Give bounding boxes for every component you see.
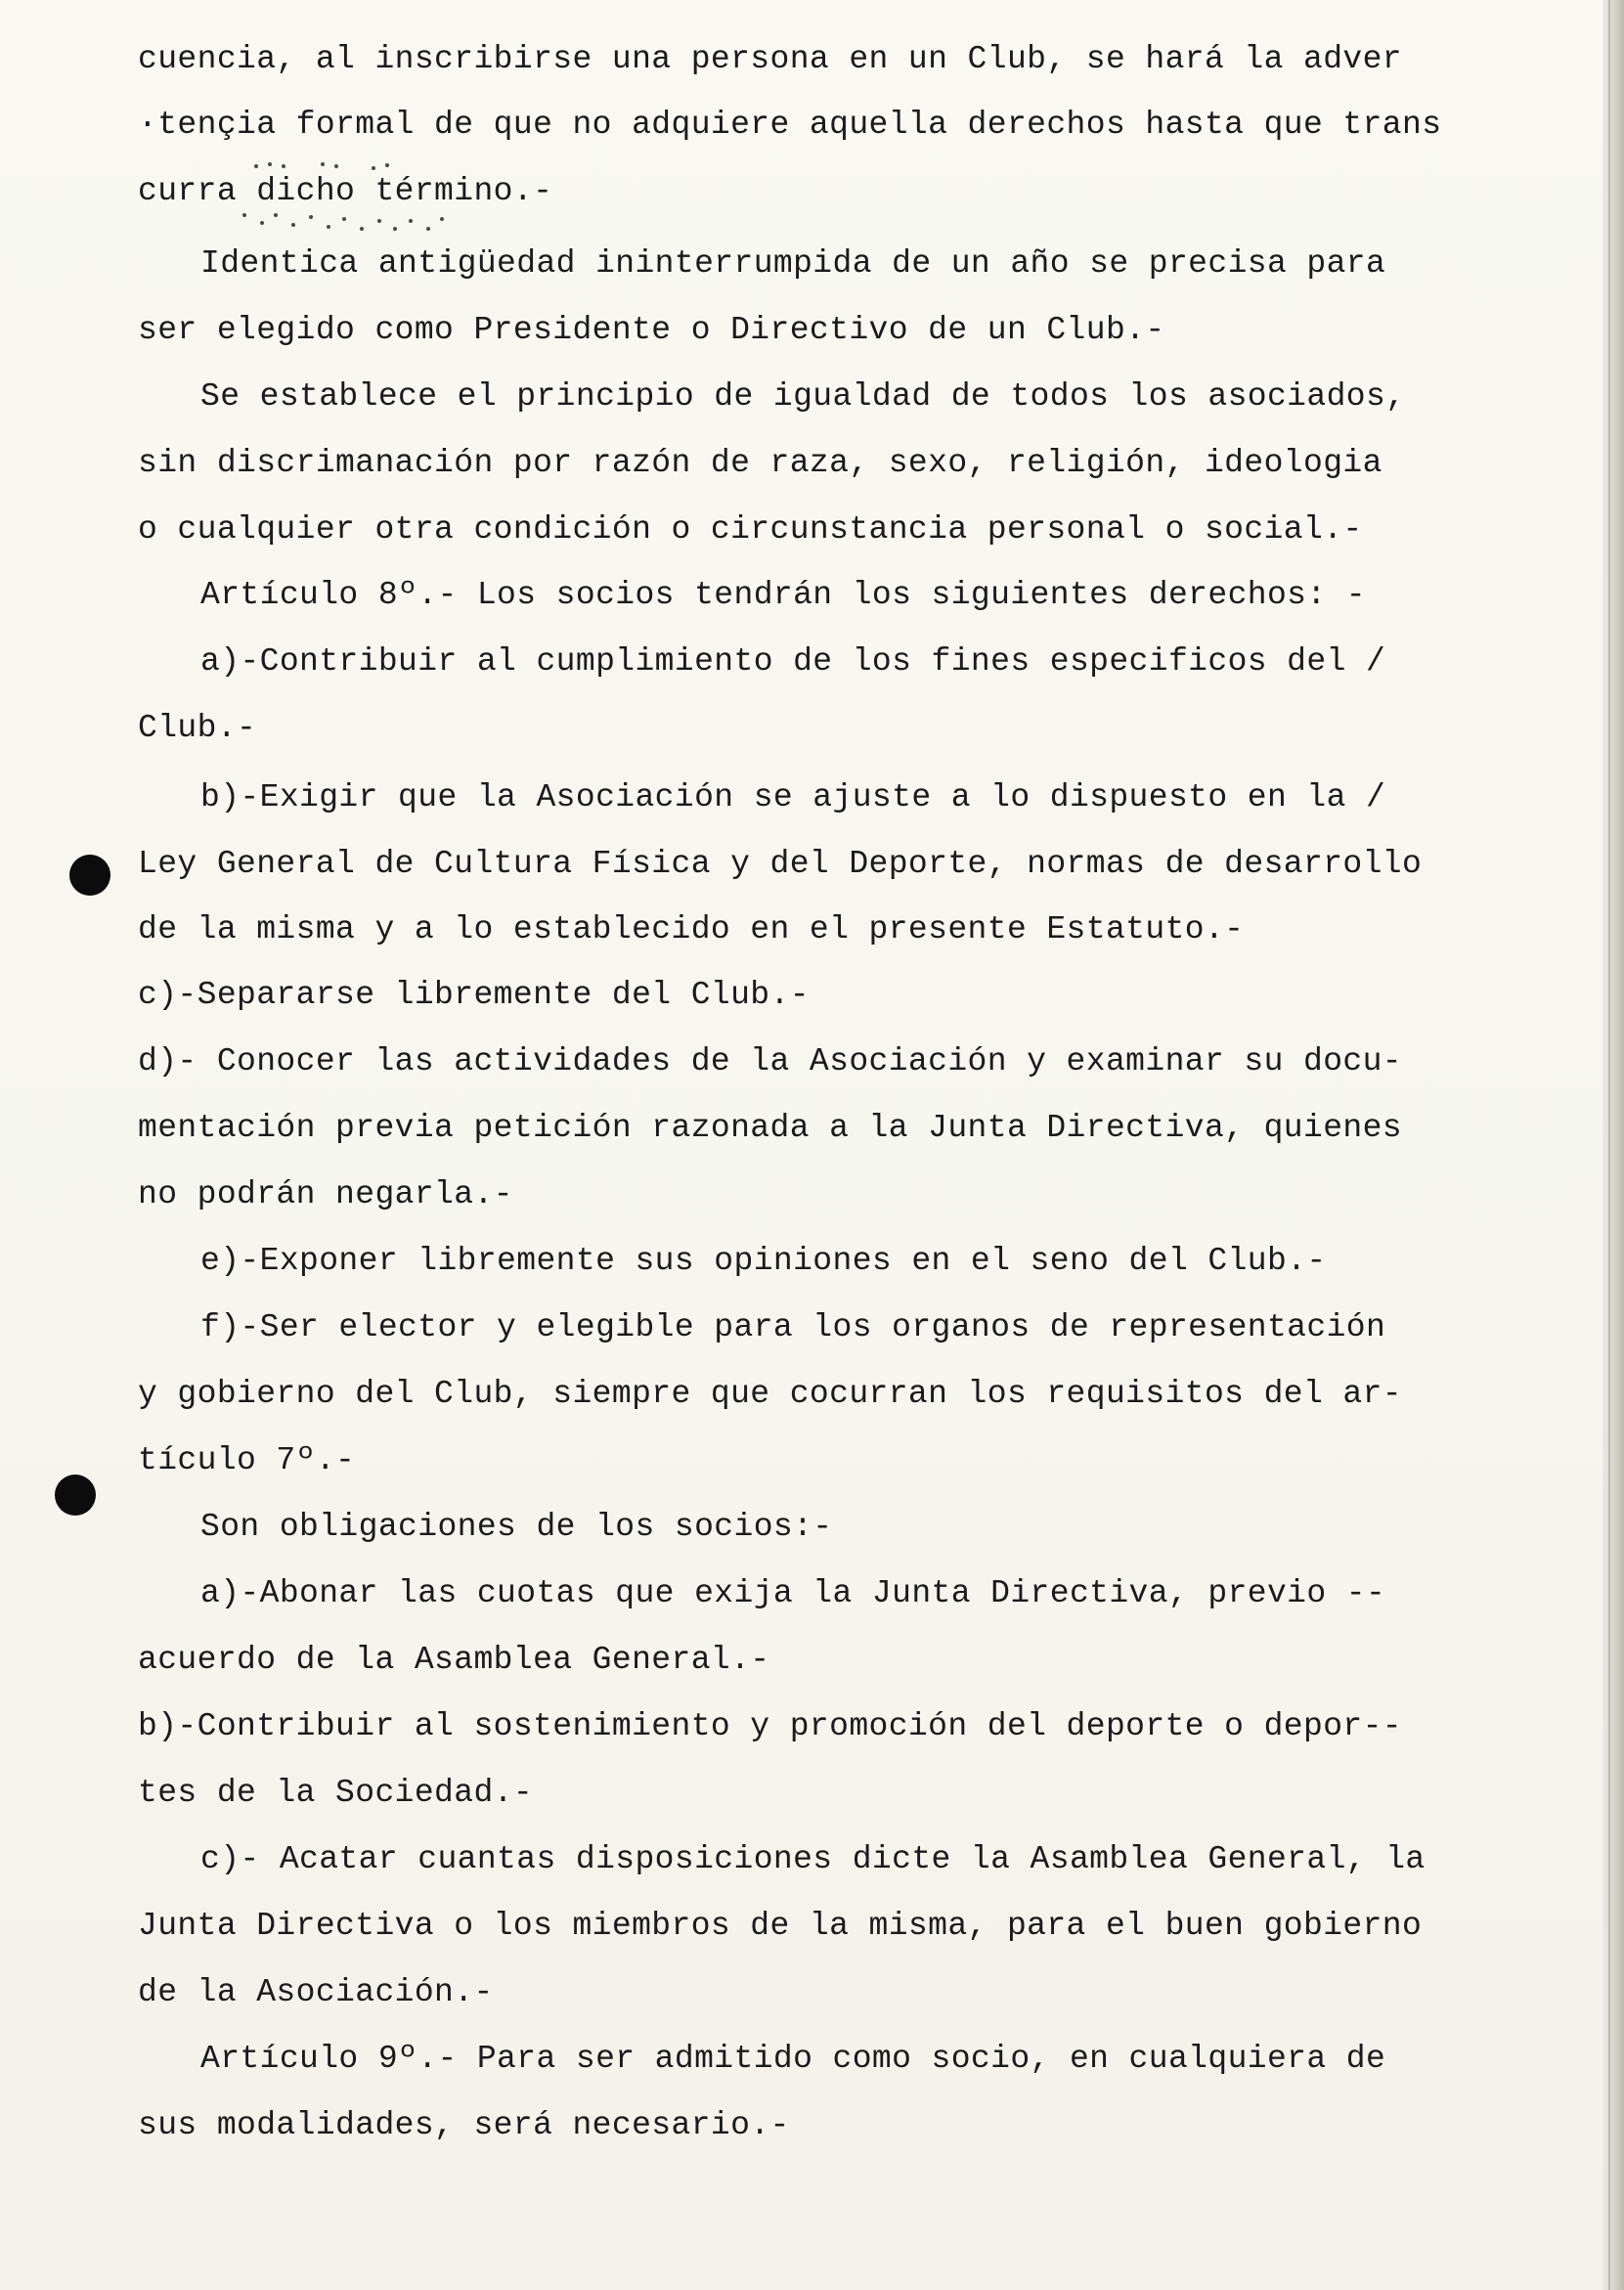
text-line-18: no podrán negarla.- xyxy=(138,1176,513,1212)
punch-hole-top xyxy=(69,855,110,896)
text-line-17: mentación previa petición razonada a la Junta Directiva, quienes xyxy=(138,1110,1403,1146)
page-edge-line xyxy=(1608,0,1610,2290)
text-line-23: Son obligaciones de los socios:- xyxy=(200,1509,833,1545)
text-line-32: sus modalidades, será necesario.- xyxy=(138,2107,790,2143)
text-line-7: sin discrimanación por razón de raza, sexo, religión, ideologia xyxy=(138,445,1383,481)
text-line-22: tículo 7º.- xyxy=(138,1442,356,1478)
punch-hole-bottom xyxy=(55,1475,96,1516)
text-line-24: a)-Abonar las cuotas que exija la Junta Directiva, previo -- xyxy=(200,1575,1386,1611)
text-line-19: e)-Exponer libremente sus opiniones en el seno del Club.- xyxy=(200,1243,1327,1279)
text-line-5: ser elegido como Presidente o Directivo de un Club.- xyxy=(138,312,1165,348)
text-line-15: c)-Separarse libremente del Club.- xyxy=(138,977,810,1013)
text-line-16: d)- Conocer las actividades de la Asociación y examinar su docu- xyxy=(138,1043,1403,1079)
text-line-20: f)-Ser elector y elegible para los organos de representación xyxy=(200,1309,1386,1345)
text-line-21: y gobierno del Club, siempre que cocurran los requisitos del ar- xyxy=(138,1376,1403,1412)
text-line-10: a)-Contribuir al cumplimiento de los fines especificos del / xyxy=(200,643,1386,680)
text-line-2: ·tençia formal de que no adquiere aquella derechos hasta que trans xyxy=(138,107,1442,143)
text-line-25: acuerdo de la Asamblea General.- xyxy=(138,1642,770,1678)
text-line-6: Se establece el principio de igualdad de todos los asociados, xyxy=(200,378,1406,415)
page-edge-shadow xyxy=(1602,0,1624,2290)
text-line-30: de la Asociación.- xyxy=(138,1974,494,2010)
text-line-13: Ley General de Cultura Física y del Deporte, normas de desarrollo xyxy=(138,846,1423,882)
text-line-28: c)- Acatar cuantas disposiciones dicte la Asamblea General, la xyxy=(200,1841,1426,1877)
text-line-29: Junta Directiva o los miembros de la misma, para el buen gobierno xyxy=(138,1908,1423,1944)
text-line-26: b)-Contribuir al sostenimiento y promoción del deporte o depor-- xyxy=(138,1708,1403,1744)
text-line-3: curra dicho término.- xyxy=(138,173,553,209)
text-line-9: Artículo 8º.- Los socios tendrán los siguientes derechos: - xyxy=(200,577,1366,613)
text-line-11: Club.- xyxy=(138,710,257,746)
text-line-12: b)-Exigir que la Asociación se ajuste a lo dispuesto en la / xyxy=(200,779,1386,815)
text-line-27: tes de la Sociedad.- xyxy=(138,1775,534,1811)
text-line-1: cuencia, al inscribirse una persona en un Club, se hará la adver xyxy=(138,41,1403,77)
text-line-14: de la misma y a lo establecido en el presente Estatuto.- xyxy=(138,911,1245,947)
text-line-31: Artículo 9º.- Para ser admitido como socio, en cualquiera de xyxy=(200,2041,1386,2077)
text-line-4: Identica antigüedad ininterrumpida de un año se precisa para xyxy=(200,245,1386,282)
text-line-8: o cualquier otra condición o circunstancia personal o social.- xyxy=(138,511,1363,548)
